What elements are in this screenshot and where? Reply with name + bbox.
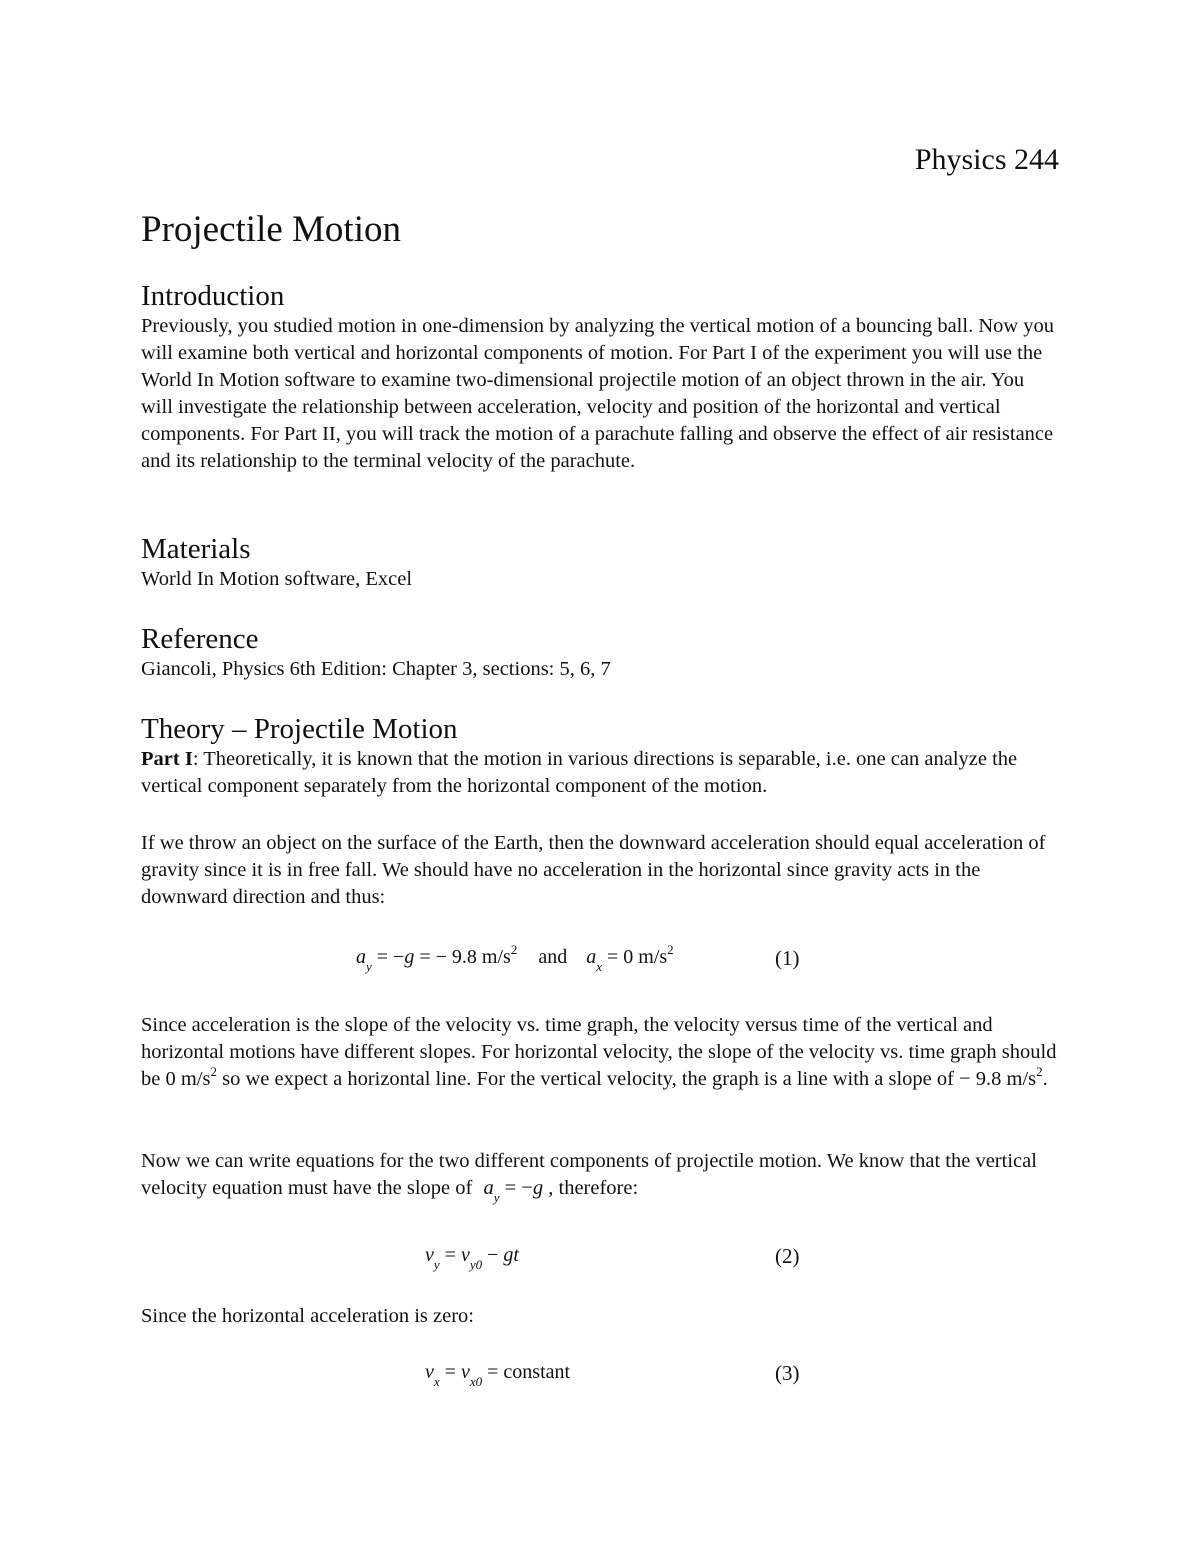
introduction-heading: Introduction — [141, 280, 285, 312]
eq3-v: v — [425, 1361, 434, 1383]
page-title: Projectile Motion — [141, 209, 401, 250]
part-text: : Theoretically, it is known that the motion in various directions is separable, i.e. one can analyze the vertical component separately from the horizontal component of the motion. — [141, 748, 1018, 797]
eq2-vsub: y — [433, 1257, 440, 1272]
para3-d: . — [1042, 1068, 1048, 1090]
inline-g: g — [532, 1177, 544, 1199]
part-label: Part I — [141, 748, 193, 770]
theory-part1-text — [141, 746, 1059, 800]
para3-b: so we expect a horizontal line. For the vertical velocity, the graph is a line with a slope of — [216, 1068, 960, 1090]
materials-heading: Materials — [141, 533, 251, 565]
materials-text: World In Motion software, Excel — [141, 568, 413, 590]
eq3-rest: = constant — [482, 1361, 571, 1383]
eq2-v: v — [425, 1244, 434, 1266]
inline-a-sub: y — [493, 1190, 500, 1205]
eq3-eq: = — [439, 1361, 461, 1383]
theory-section — [141, 712, 1059, 800]
eq1-ax-var: a — [586, 946, 597, 968]
para3-a: Since acceleration is the slope of the velocity vs. time graph, the velocity versus time of the vertical and horizontal motions have different slopes. For horizontal velocity, the slope of the velocity vs. time graph should be 0 m/s — [141, 1014, 1057, 1090]
reference-heading: Reference — [141, 623, 259, 655]
theory-paragraph-3 — [141, 1012, 1059, 1093]
eq1-and: and — [538, 946, 568, 968]
course-label: Physics 244 — [914, 143, 1059, 176]
inline-a: a — [483, 1177, 494, 1199]
para3-c: − 9.8 m/s — [959, 1068, 1037, 1090]
eq1-rest: = − 9.8 m/s — [414, 946, 511, 968]
eq1-ay-sub: y — [366, 959, 372, 974]
theory-paragraph-5: Since the horizontal acceleration is zero: — [141, 1305, 474, 1327]
eq3-vsub: x — [433, 1374, 440, 1389]
eq3-v0: v — [460, 1361, 470, 1383]
materials-section — [141, 532, 1059, 593]
eq1-mid: = − — [371, 946, 405, 968]
document-page — [141, 0, 1059, 1553]
theory-paragraph-2: If we throw an object on the surface of the Earth, then the downward acceleration should equal acceleration of gravity since it is in free fall. We should have no acceleration in the horizontal since gravity acts in the downward direction and thus: — [141, 832, 1046, 908]
para3-exp-2: 2 — [1036, 1064, 1043, 1079]
eq1-ay-var: a — [356, 946, 366, 968]
reference-text: Giancoli, Physics 6th Edition: Chapter 3, sections: 5, 6, 7 — [141, 658, 611, 680]
eq1-exp: 2 — [510, 942, 518, 957]
eq1-ax-sub: x — [596, 959, 602, 974]
eq1-ax-exp: 2 — [667, 942, 674, 957]
eq2-v0: v — [460, 1244, 470, 1266]
equation-1-number: (1) — [775, 946, 800, 970]
eq2-minus: − — [482, 1244, 504, 1266]
reference-section — [141, 622, 1059, 683]
eq1-ax-rest: = 0 m/s — [601, 946, 668, 968]
theory-heading: Theory – Projectile Motion — [141, 713, 458, 745]
para3-exp-1: 2 — [210, 1064, 217, 1079]
theory-paragraph-4 — [141, 1148, 1059, 1205]
eq2-gt: gt — [503, 1244, 519, 1266]
equation-1 — [356, 942, 674, 974]
equation-2 — [425, 1244, 519, 1272]
eq3-v0sub: x0 — [469, 1374, 483, 1389]
equation-3-number: (3) — [775, 1361, 800, 1385]
para4-b: , therefore: — [548, 1177, 639, 1199]
introduction-text: Previously, you studied motion in one-dimension by analyzing the vertical motion of a bouncing ball. Now you will examine both vertical and horizontal components of motion. For Part I of the experiment you will use the World In Motion software to examine two-dimensional projectile motion of an object thrown in the air. You will investigate the relationship between acceleration, velocity and position of the horizontal and vertical components. For Part II, you will track the motion of a parachute falling and observe the effect of air resistance and its relationship to the terminal velocity of the parachute. — [141, 315, 1055, 472]
inline-rest: = − — [499, 1177, 533, 1199]
introduction-section — [141, 279, 1059, 475]
equation-2-number: (2) — [775, 1244, 800, 1268]
equation-3 — [425, 1361, 571, 1389]
eq1-g: g — [404, 946, 415, 968]
eq2-eq: = — [439, 1244, 461, 1266]
para4-a: Now we can write equations for the two different components of projectile motion. We know that the vertical velocity equation must have the slope of — [141, 1150, 1037, 1199]
inline-equation — [483, 1177, 548, 1205]
eq2-v0sub: y0 — [469, 1257, 483, 1272]
